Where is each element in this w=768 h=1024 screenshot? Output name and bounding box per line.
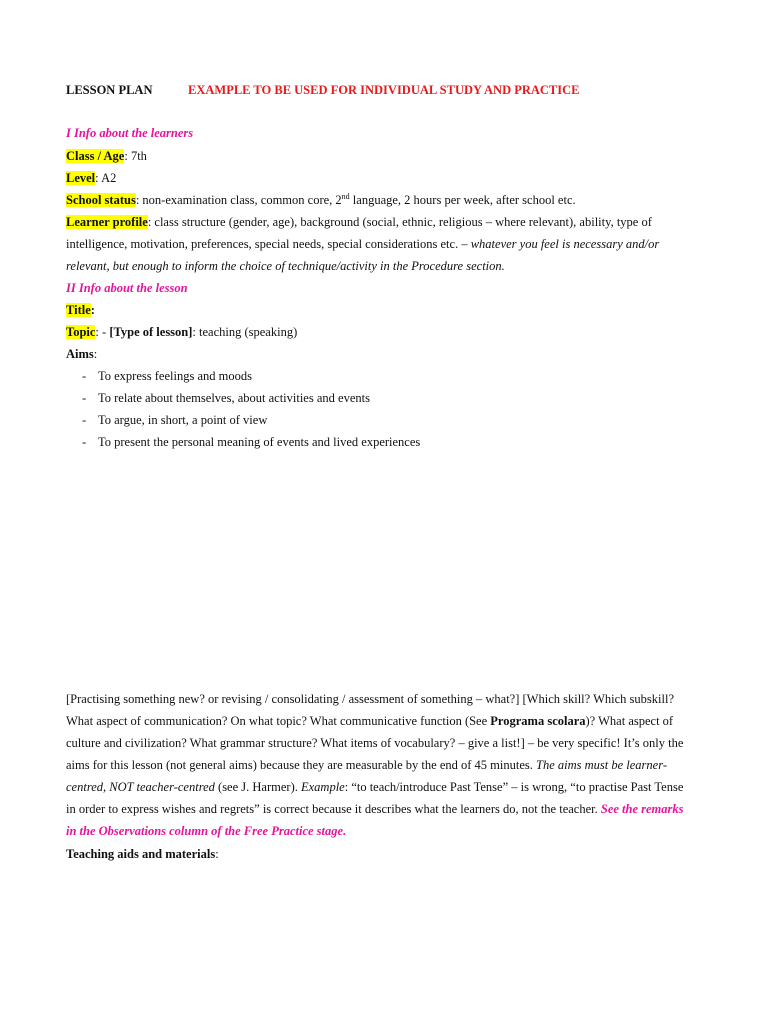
aim-item: - To argue, in short, a point of view: [82, 413, 268, 427]
topic-mid: : -: [95, 325, 110, 339]
class-age-value: : 7th: [124, 149, 147, 163]
teaching-aids-label: Teaching aids and materials: [66, 847, 216, 861]
school-status-value-a: : non-examination class, common core, 2: [135, 193, 342, 207]
section-2-heading: II Info about the lesson: [66, 281, 188, 295]
learner-profile-line-2: [66, 236, 659, 252]
topic-type: [Type of lesson]: [109, 325, 193, 339]
level-line: [66, 170, 116, 186]
example-heading: EXAMPLE TO BE USED FOR INDIVIDUAL STUDY AND PRACTICE: [188, 83, 580, 97]
aims-line: [66, 346, 97, 362]
aims-colon: :: [93, 347, 98, 361]
class-age-label: Class / Age: [66, 149, 125, 163]
header-line: [66, 82, 580, 98]
title-colon: :: [90, 303, 95, 317]
level-label: Level: [66, 171, 96, 185]
learner-profile-text-1: : class structure (gender, age), background (social, ethnic, religious – where relevant), ability, type of: [147, 215, 652, 229]
remarks-line-1: [Practising something new? or revising / consolidating / assessment of something – what?] [Which skill? Which subskill?: [66, 692, 674, 706]
school-status-value-b: language, 2 hours per week, after school etc.: [349, 193, 576, 207]
learner-profile-line-1: [66, 214, 652, 230]
level-value: : A2: [95, 171, 117, 185]
programa-scolara: Programa scolara: [490, 714, 586, 728]
remarks-line-7: in the Observations column of the Free Practice stage.: [66, 824, 347, 838]
remarks-line-6: in order to express wishes and regrets” is correct because it describes what the learners do, not the teacher. See the remarks: [66, 802, 684, 816]
school-status-label: School status: [66, 193, 136, 207]
remarks-line-2: What aspect of communication? On what topic? What communicative function (See Programa scolara)? What aspect of: [66, 714, 674, 728]
aim-item: - To present the personal meaning of events and lived experiences: [82, 435, 421, 449]
class-age-line: [66, 148, 147, 164]
aim-item: - To relate about themselves, about activities and events: [82, 391, 370, 405]
remarks-line-5: centred, NOT teacher-centred (see J. Harmer). Example: “to teach/introduce Past Tense” – is wrong, “to practise Past Tense: [66, 780, 684, 794]
remarks-line-4: aims for this lesson (not general aims) because they are measurable by the end of 45 minutes. The aims must be learner-: [66, 758, 667, 772]
learner-profile-line-3: relevant, but enough to inform the choice of technique/activity in the Procedure section.: [66, 259, 505, 273]
topic-line: [66, 324, 297, 340]
remarks-line-3: culture and civilization? What grammar structure? What items of vocabulary? – give a list!] – be very specific! It’s only the: [66, 736, 684, 750]
school-status-sup: nd: [341, 191, 350, 201]
aim-item: - To express feelings and moods: [82, 369, 252, 383]
topic-label: Topic: [66, 325, 96, 339]
teaching-aids-line: Teaching aids and materials:: [66, 847, 219, 861]
lesson-plan-label: LESSON PLAN: [66, 83, 153, 97]
aims-label: Aims: [66, 347, 94, 361]
title-label: Title: [66, 303, 91, 317]
section-1-heading: I Info about the learners: [66, 126, 194, 140]
title-line: [66, 302, 95, 318]
learner-profile-label: Learner profile: [66, 215, 148, 229]
school-status-line: [66, 192, 576, 208]
topic-value: : teaching (speaking): [192, 325, 298, 339]
learner-profile-text-2: intelligence, motivation, preferences, special needs, special considerations etc. –: [66, 237, 471, 251]
learner-profile-text-2-italic: whatever you feel is necessary and/or: [470, 237, 660, 251]
